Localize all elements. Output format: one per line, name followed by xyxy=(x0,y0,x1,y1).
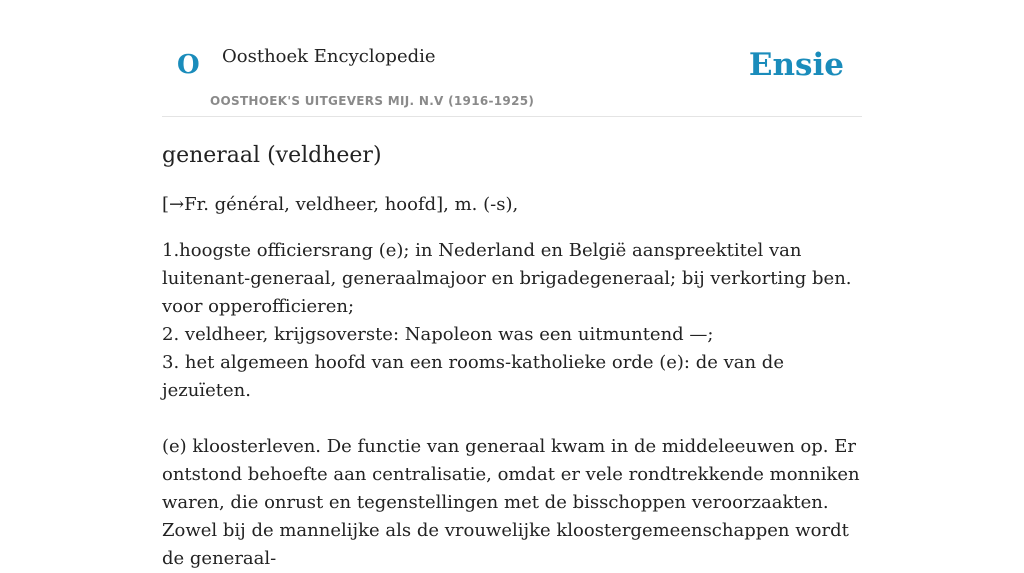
entry-paragraph: (e) kloosterleven. De functie van generaal kwam in de middeleeuwen op. Er ontstond behoefte aan centralisatie, omdat er vele rondtrekkende monniken waren, die onrust en tegenstellingen met de bisschoppen veroorzaakten. Zowel bij de mannelijke als de vrouwelijke kloostergemeenschappen wordt de generaal- xyxy=(162,436,860,569)
definition-3: 3. het algemeen hoofd van een rooms-katholieke orde (e): de van de jezuïeten. xyxy=(162,352,784,401)
ensie-brand-link[interactable]: Ensie xyxy=(748,47,844,83)
entry-definitions xyxy=(162,237,862,405)
entry-content xyxy=(162,141,862,573)
site-logo[interactable]: O xyxy=(177,50,200,80)
site-title[interactable]: Oosthoek Encyclopedie xyxy=(222,46,436,67)
definition-2: 2. veldheer, krijgsoverste: Napoleon was een uitmuntend —; xyxy=(162,324,714,345)
entry-etymology: [→Fr. général, veldheer, hoofd], m. (-s), xyxy=(162,194,519,215)
entry-title: generaal (veldheer) xyxy=(162,143,382,168)
page xyxy=(162,0,862,573)
site-header xyxy=(162,0,862,117)
definition-1: 1.hoogste officiersrang (e); in Nederland en België aanspreektitel van luitenant-generaal, generaalmajoor en brigadegeneraal; bij verkorting ben. voor opperofficieren; xyxy=(162,240,852,317)
publisher-subtitle: OOSTHOEK'S UITGEVERS MIJ. N.V (1916-1925) xyxy=(210,94,535,108)
